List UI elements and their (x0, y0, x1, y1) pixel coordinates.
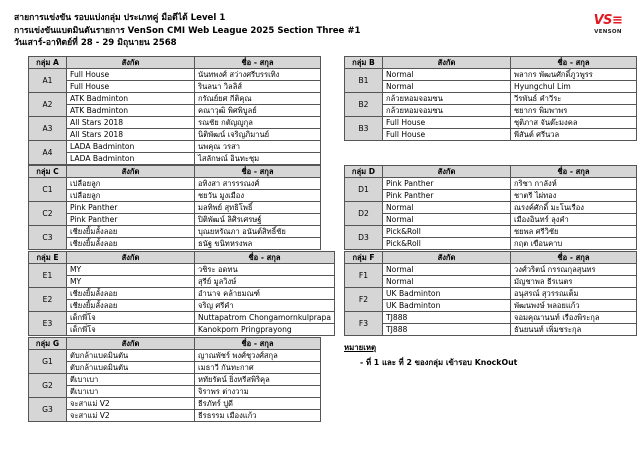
pair-id: E1 (29, 264, 67, 288)
player-name: จริญ ศรีคำ (195, 300, 335, 312)
player-name: เมืองอินทร์ ลุงคำ (511, 214, 637, 226)
pair-id: F1 (345, 264, 383, 288)
player-name: อนุสรณ์ สุวรรณเต็ม (511, 288, 637, 300)
player-club: ตีเบาเบา (67, 374, 195, 386)
player-row (345, 312, 637, 324)
player-name: พลากร พัฒนศักดิ์ภูวพูรร (511, 69, 637, 81)
player-row (345, 226, 637, 238)
pair-id: E3 (29, 312, 67, 336)
player-row (29, 300, 335, 312)
player-club: Normal (383, 276, 511, 288)
player-row (29, 350, 321, 362)
player-row (29, 374, 321, 386)
pair-id: G1 (29, 350, 67, 374)
player-club: MY (67, 276, 195, 288)
club-column-header: สังกัด (67, 57, 195, 69)
pair-id: A3 (29, 117, 67, 141)
player-club: ตีเบาเบา (67, 386, 195, 398)
pair-id: G3 (29, 398, 67, 422)
player-row (29, 190, 321, 202)
player-club: LADA Badminton (67, 141, 195, 153)
player-club: เด็กพี่โจ (67, 324, 195, 336)
group-label: กลุ่ม G (29, 338, 67, 350)
player-name: ธีรภัทร์ ปูดี (195, 398, 321, 410)
notes-line: - ที่ 1 และ ที่ 2 ของกลุ่ม เข้ารอบ KnockOut (360, 358, 518, 367)
player-club: LADA Badminton (67, 153, 195, 165)
player-row (29, 276, 335, 288)
player-club: Normal (383, 202, 511, 214)
player-name: อทิงสา สารรรณงศ์ (195, 178, 321, 190)
pair-id: G2 (29, 374, 67, 398)
player-row (29, 105, 321, 117)
player-row (29, 141, 321, 153)
pair-id: C3 (29, 226, 67, 250)
player-row (29, 324, 335, 336)
player-club: TJ888 (383, 324, 511, 336)
group-label: กลุ่ม C (29, 166, 67, 178)
player-row (29, 214, 321, 226)
player-club: Normal (383, 214, 511, 226)
player-row (29, 81, 321, 93)
player-name: ปิติพัฒน์ ลิศิรเศรษฐ์ (195, 214, 321, 226)
player-club: Normal (383, 264, 511, 276)
player-row (345, 105, 637, 117)
player-name: จอมคุณานนท์ เรืองพิระกุล (511, 312, 637, 324)
player-name: ชยากร พิมพาพร (511, 105, 637, 117)
player-name: ชยวัน มูงเมือง (195, 190, 321, 202)
group-header-row (29, 57, 321, 69)
group-header-row (345, 57, 637, 69)
player-row (29, 238, 321, 250)
player-name: คณาวุฒิ พิศพิบูลย์ (195, 105, 321, 117)
pair-id: D1 (345, 178, 383, 202)
player-club: เชียงยิ้มลั้งลอย (67, 226, 195, 238)
player-club: จะสาแม่ V2 (67, 398, 195, 410)
club-column-header: สังกัด (67, 252, 195, 264)
player-row (29, 178, 321, 190)
player-club: Full House (67, 81, 195, 93)
notes-title: หมายเหตุ (344, 343, 377, 352)
pair-id: A2 (29, 93, 67, 117)
player-club: UK Badminton (383, 300, 511, 312)
player-name: Hyungchul Lim (511, 81, 637, 93)
header-date: วันเสาร์-อาทิตย์ที่ 28 - 29 มิถุนายน 2568 (14, 38, 177, 48)
player-name: ชุติภาส จันต๊ะมงคล (511, 117, 637, 129)
pair-id: B1 (345, 69, 383, 93)
player-name: ธนัฐ ขนิทหรงพล (195, 238, 321, 250)
player-row (345, 178, 637, 190)
name-column-header: ชื่อ - สกุล (511, 252, 637, 264)
group-table (28, 251, 335, 336)
player-name: วชิระ อดทน (195, 264, 335, 276)
player-row (345, 69, 637, 81)
player-name: ธันยนนท์ เพิ่มชระกุล (511, 324, 637, 336)
player-name: จิราพร ต่างวาม (195, 386, 321, 398)
player-club: Pink Panther (67, 202, 195, 214)
pair-id: D3 (345, 226, 383, 250)
player-club: All Stars 2018 (67, 117, 195, 129)
player-name: ธีรธรรม เมืองแก้ว (195, 410, 321, 422)
name-column-header: ชื่อ - สกุล (511, 166, 637, 178)
player-row (29, 264, 335, 276)
player-name: นพคุณ วรสา (195, 141, 321, 153)
club-column-header: สังกัด (383, 166, 511, 178)
player-row (345, 117, 637, 129)
player-club: Pink Panther (67, 214, 195, 226)
player-name: ชาตรี ไผ่ทอง (511, 190, 637, 202)
notes (344, 342, 517, 369)
group-header-row (29, 338, 321, 350)
player-name: เมธาวี กันทะกาศ (195, 362, 321, 374)
group-header-row (29, 252, 335, 264)
player-name: มลทิพย์ สุทธิโพธิ์ (195, 202, 321, 214)
player-row (29, 386, 321, 398)
player-name: พัฒนพงษ์ พลอยแก้ว (511, 300, 637, 312)
player-name: นิติพัฒน์ เจริญภิมานย์ (195, 129, 321, 141)
group-header-row (29, 166, 321, 178)
player-row (345, 190, 637, 202)
player-row (345, 238, 637, 250)
player-name: ชยพล ศรีวิชัย (511, 226, 637, 238)
group-table (344, 56, 637, 141)
player-club: TJ888 (383, 312, 511, 324)
player-row (345, 214, 637, 226)
group-label: กลุ่ม A (29, 57, 67, 69)
player-row (29, 69, 321, 81)
club-column-header: สังกัด (67, 338, 195, 350)
group-label: กลุ่ม E (29, 252, 67, 264)
player-row (29, 410, 321, 422)
group-table (344, 251, 637, 336)
player-name: ณรงค์ศักดิ์ มะโนเรือง (511, 202, 637, 214)
club-column-header: สังกัด (67, 166, 195, 178)
player-row (29, 129, 321, 141)
player-row (29, 93, 321, 105)
player-club: เด็กพี่โจ (67, 312, 195, 324)
player-name: กริชา กาลังห์ (511, 178, 637, 190)
player-club: Normal (383, 69, 511, 81)
player-name: กฤต เขือนคาบ (511, 238, 637, 250)
header-title: สายการแข่งขัน รอบแบ่งกลุ่ม ประเภทคู่ มือดีได้ Level 1 (14, 13, 226, 23)
player-club: ATK Badminton (67, 93, 195, 105)
logo-text: VENSON (594, 29, 622, 35)
club-column-header: สังกัด (383, 252, 511, 264)
player-club: UK Badminton (383, 288, 511, 300)
player-name: ไสลักษณ์ อินทะชุม (195, 153, 321, 165)
group-header-row (345, 252, 637, 264)
player-name: หทัยรัตน์ ยิ่งหรีสพิริคุล (195, 374, 321, 386)
name-column-header: ชื่อ - สกุล (195, 57, 321, 69)
player-club: All Stars 2018 (67, 129, 195, 141)
player-row (345, 276, 637, 288)
player-name: วงศ์วริตน์ กรรณกุลสุนทร (511, 264, 637, 276)
group-label: กลุ่ม D (345, 166, 383, 178)
player-name: บุณยหรัณภา อนันต์สิทธิ์ชัย (195, 226, 321, 238)
name-column-header: ชื่อ - สกุล (195, 252, 335, 264)
player-row (345, 288, 637, 300)
player-name: กรัณย์ยศ กีติคุณ (195, 93, 321, 105)
player-club: Pick&Roll (383, 238, 511, 250)
player-club: Normal (383, 81, 511, 93)
player-row (29, 362, 321, 374)
player-club: เปลือยลูก (67, 190, 195, 202)
document-header (14, 12, 361, 50)
venson-logo (586, 13, 630, 35)
player-row (345, 129, 637, 141)
pair-id: F2 (345, 288, 383, 312)
player-row (345, 81, 637, 93)
player-name: รินลนา วิลลิส์ (195, 81, 321, 93)
player-name: รณชัย กตัญญูกุล (195, 117, 321, 129)
club-column-header: สังกัด (383, 57, 511, 69)
player-row (345, 324, 637, 336)
player-club: กล้วยหอมจอมซน (383, 93, 511, 105)
pair-id: C1 (29, 178, 67, 202)
player-club: Pick&Roll (383, 226, 511, 238)
group-header-row (345, 166, 637, 178)
pair-id: E2 (29, 288, 67, 312)
pair-id: B3 (345, 117, 383, 141)
name-column-header: ชื่อ - สกุล (195, 338, 321, 350)
player-name: Kanokporn Pringprayong (195, 324, 335, 336)
player-row (345, 264, 637, 276)
name-column-header: ชื่อ - สกุล (511, 57, 637, 69)
player-row (345, 202, 637, 214)
player-row (29, 398, 321, 410)
player-club: ตับกล้าแบดมินตัน (67, 350, 195, 362)
player-club: ตับกล้าแบดมินตัน (67, 362, 195, 374)
player-row (29, 153, 321, 165)
player-club: Full House (383, 129, 511, 141)
pair-id: A4 (29, 141, 67, 165)
group-table (28, 165, 321, 250)
player-name: วีรพันธ์ คำวีระ (511, 93, 637, 105)
pair-id: C2 (29, 202, 67, 226)
player-club: Pink Panther (383, 178, 511, 190)
group-table (28, 337, 321, 422)
pair-id: D2 (345, 202, 383, 226)
pair-id: A1 (29, 69, 67, 93)
header-event: การแข่งขันแบดมินตันรายการ VenSon CMI Web League 2025 Section Three #1 (14, 25, 361, 36)
group-table (28, 56, 321, 165)
player-name: ญาณพัชร์ พงศ์ชุวงศ์สกุล (195, 350, 321, 362)
group-label: กลุ่ม B (345, 57, 383, 69)
group-table (344, 165, 637, 250)
pair-id: F3 (345, 312, 383, 336)
player-row (29, 312, 335, 324)
player-club: เชียงยิ้มลั้งลอย (67, 288, 195, 300)
player-club: MY (67, 264, 195, 276)
player-name: สุรีย์ มูลวิงษ์ (195, 276, 335, 288)
logo-mark: VS≡ (593, 13, 623, 28)
player-club: Pink Panther (383, 190, 511, 202)
player-row (29, 117, 321, 129)
player-name: มัญชาพล ธีรเนตร (511, 276, 637, 288)
player-club: จะสาแม่ V2 (67, 410, 195, 422)
player-row (29, 288, 335, 300)
player-club: เชียงยิ้มลั้งลอย (67, 300, 195, 312)
player-row (345, 300, 637, 312)
player-row (29, 202, 321, 214)
player-name: Nuttapatrom Chongamornkulprapa (195, 312, 335, 324)
player-name: อำนาจ คล้ายมณฑ์ (195, 288, 335, 300)
player-club: เชียงยิ้มลั้งลอย (67, 238, 195, 250)
player-name: นันทพงศ์ สว่างศรีบรรเทิง (195, 69, 321, 81)
pair-id: B2 (345, 93, 383, 117)
name-column-header: ชื่อ - สกุล (195, 166, 321, 178)
group-label: กลุ่ม F (345, 252, 383, 264)
player-club: เปลือยลูก (67, 178, 195, 190)
player-club: กล้วยหอมจอมซน (383, 105, 511, 117)
player-club: Full House (383, 117, 511, 129)
player-row (29, 226, 321, 238)
player-club: ATK Badminton (67, 105, 195, 117)
player-club: Full House (67, 69, 195, 81)
player-row (345, 93, 637, 105)
player-name: พีสันต์ ศรีนวล (511, 129, 637, 141)
